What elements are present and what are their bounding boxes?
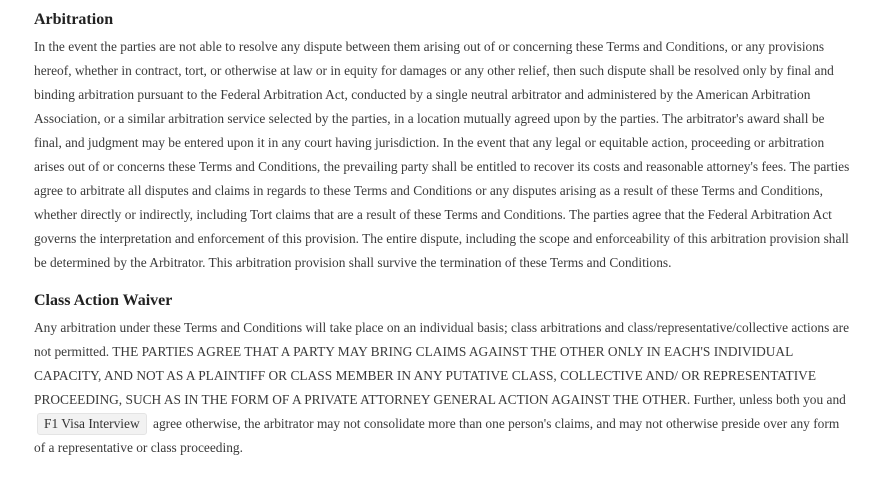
f1-visa-interview-link[interactable]: F1 Visa Interview (37, 413, 147, 435)
class-action-waiver-paragraph (34, 316, 850, 460)
class-action-text-before: Any arbitration under these Terms and Conditions will take place on an individual basis; class arbitrations and class/representative/collective actions are not permitted. THE PARTIES AGREE THAT A PARTY MAY BRING CLAIMS AGAINST THE OTHER ONLY IN EACH'S INDIVIDUAL CAPACITY, AND NOT AS A PLAINTIFF OR CLASS MEMBER IN ANY PUTATIVE CLASS, COLLECTIVE AND/ OR REPRESENTATIVE PROCEEDING, SUCH AS IN THE FORM OF A PRIVATE ATTORNEY GENERAL ACTION AGAINST THE OTHER. Further, unless both you and (34, 320, 850, 407)
class-action-waiver-section (34, 291, 850, 460)
class-action-waiver-heading: Class Action Waiver (34, 292, 173, 309)
class-action-text-after: agree otherwise, the arbitrator may not consolidate more than one person's claims, and may not otherwise preside over any form of a representative or class proceeding. (34, 416, 840, 455)
arbitration-heading: Arbitration (34, 11, 114, 28)
arbitration-section (34, 10, 850, 275)
arbitration-paragraph: In the event the parties are not able to resolve any dispute between them arising out of or concerning these Terms and Conditions, or any provisions hereof, whether in contract, tort, or otherwise at law or in equity for damages or any other relief, then such dispute shall be resolved only by final and binding arbitration pursuant to the Federal Arbitration Act, conducted by a single neutral arbitrator and administered by the American Arbitration Association, or a similar arbitration service selected by the parties, in a location mutually agreed upon by the parties. The arbitrator's award shall be final, and judgment may be entered upon it in any court having jurisdiction. In the event that any legal or equitable action, proceeding or arbitration arises out of or concerns these Terms and Conditions, the prevailing party shall be entitled to recover its costs and reasonable attorney's fees. The parties agree to arbitrate all disputes and claims in regards to these Terms and Conditions or any disputes arising as a result of these Terms and Conditions, whether directly or indirectly, including Tort claims that are a result of these Terms and Conditions. The parties agree that the Federal Arbitration Act governs the interpretation and enforcement of this provision. The entire dispute, including the scope and enforceability of this arbitration provision shall be determined by the Arbitrator. This arbitration provision shall survive the termination of these Terms and Conditions. (34, 39, 850, 270)
